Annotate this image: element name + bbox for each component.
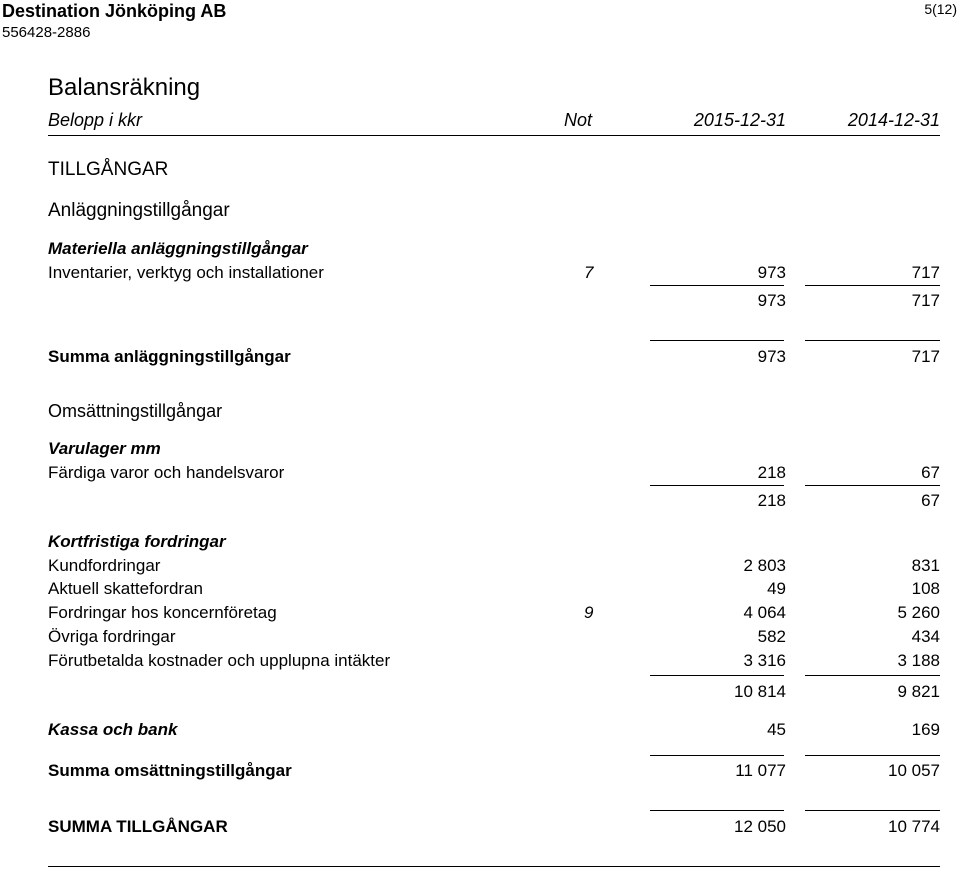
section-heading-anlaggningstillgangar: Anläggningstillgångar <box>48 200 230 221</box>
column-header-2015: 2015-12-31 <box>693 110 786 130</box>
value-2014-ovriga-fordringar: 434 <box>911 627 940 646</box>
row-label-fardiga-varor: Färdiga varor och handelsvaror <box>48 463 285 482</box>
value-2014-forutbetalda: 3 188 <box>897 651 940 670</box>
grand-total-rule-2015 <box>650 810 784 811</box>
row-label-ovriga-fordringar: Övriga fordringar <box>48 627 176 646</box>
value-2015-summa-anlaggning: 973 <box>757 347 786 366</box>
value-2014-inventarier: 717 <box>911 263 940 282</box>
value-2014-koncernforetag: 5 260 <box>897 603 940 622</box>
value-2015-kundfordringar: 2 803 <box>743 556 786 575</box>
total-rule-2014 <box>805 755 940 756</box>
subtotal-rule-2014 <box>805 285 940 286</box>
value-2014-kundfordringar: 831 <box>911 556 940 575</box>
row-label-summa-anlaggning: Summa anläggningstillgångar <box>48 347 291 366</box>
footer-rule <box>48 866 940 867</box>
value-2015-inventarier: 973 <box>757 263 786 282</box>
total-rule-2015 <box>650 340 784 341</box>
value-2015-skattefordran: 49 <box>767 579 786 598</box>
row-note-koncernforetag: 9 <box>584 603 594 622</box>
org-number: 556428-2886 <box>2 24 91 41</box>
value-2014-skattefordran: 108 <box>911 579 940 598</box>
page-title: Balansräkning <box>48 74 201 101</box>
value-2014-fardiga-varor: 67 <box>921 463 940 482</box>
page-number: 5(12) <box>924 1 957 17</box>
subtotal-rule-2014 <box>805 675 940 676</box>
subtotal-rule-2015 <box>650 675 784 676</box>
row-label-skattefordran: Aktuell skattefordran <box>48 579 203 598</box>
row-note-inventarier: 7 <box>584 263 594 282</box>
column-header-2014: 2014-12-31 <box>847 110 940 130</box>
total-rule-2015 <box>650 755 784 756</box>
row-label-kundfordringar: Kundfordringar <box>48 556 161 575</box>
column-header-note: Not <box>564 110 593 130</box>
value-2015-ovriga-fordringar: 582 <box>757 627 786 646</box>
subtotal-2014-materiella: 717 <box>911 291 940 310</box>
value-2015-fardiga-varor: 218 <box>757 463 786 482</box>
subsection-heading-varulager: Varulager mm <box>48 439 161 458</box>
grand-total-rule-2014 <box>805 810 940 811</box>
value-2014-summa-anlaggning: 717 <box>911 347 940 366</box>
subtotal-2015-materiella: 973 <box>757 291 786 310</box>
subtotal-2015-varulager: 218 <box>757 491 786 510</box>
row-label-inventarier: Inventarier, verktyg och installationer <box>48 263 324 282</box>
subtotal-rule-2015 <box>650 485 784 486</box>
value-2015-koncernforetag: 4 064 <box>743 603 786 622</box>
row-label-forutbetalda: Förutbetalda kostnader och upplupna intäkter <box>48 651 391 670</box>
value-2015-summa-tillgangar: 12 050 <box>734 817 786 836</box>
value-2015-forutbetalda: 3 316 <box>743 651 786 670</box>
row-label-kassa-och-bank: Kassa och bank <box>48 720 178 739</box>
column-header-label: Belopp i kkr <box>48 110 143 130</box>
header-rule <box>48 135 940 136</box>
subsection-heading-kortfristiga: Kortfristiga fordringar <box>48 532 226 551</box>
subsection-heading-materiella: Materiella anläggningstillgångar <box>48 239 308 258</box>
row-label-koncernforetag: Fordringar hos koncernföretag <box>48 603 277 622</box>
value-2015-summa-omsattning: 11 077 <box>735 761 786 780</box>
subtotal-rule-2014 <box>805 485 940 486</box>
value-2014-summa-tillgangar: 10 774 <box>888 817 940 836</box>
value-2015-kassa-och-bank: 45 <box>767 720 786 739</box>
value-2014-kassa-och-bank: 169 <box>911 720 940 739</box>
subtotal-rule-2015 <box>650 285 784 286</box>
row-label-summa-omsattning: Summa omsättningstillgångar <box>48 761 292 780</box>
subtotal-2014-kortfristiga: 9 821 <box>897 682 940 701</box>
subtotal-2015-kortfristiga: 10 814 <box>734 682 786 701</box>
section-heading-tillgangar: TILLGÅNGAR <box>48 159 169 180</box>
total-rule-2014 <box>805 340 940 341</box>
subtotal-2014-varulager: 67 <box>921 491 940 510</box>
section-heading-omsattningstillgangar: Omsättningstillgångar <box>48 401 223 421</box>
company-name: Destination Jönköping AB <box>2 1 227 21</box>
row-label-summa-tillgangar: SUMMA TILLGÅNGAR <box>48 817 228 836</box>
value-2014-summa-omsattning: 10 057 <box>888 761 940 780</box>
